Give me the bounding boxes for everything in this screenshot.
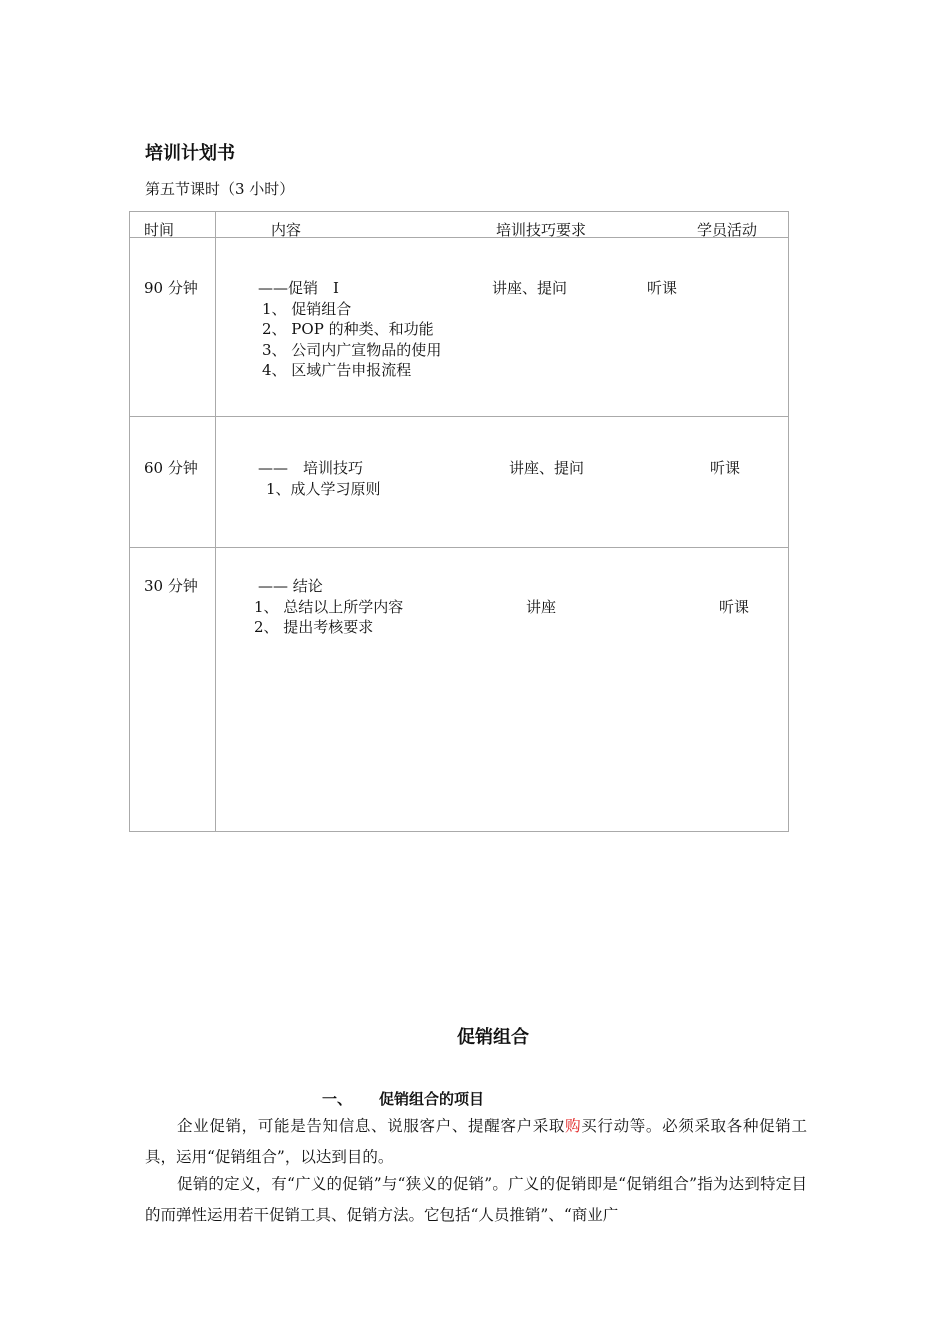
highlighted-text: 购 <box>565 1117 582 1135</box>
section-heading: 促销组合 <box>457 1027 529 1048</box>
header-time: 时间 <box>144 221 175 239</box>
row-item: 1、 总结以上所学内容 <box>254 598 404 616</box>
row-heading: —— 结论 <box>258 577 323 595</box>
table-header-divider <box>129 237 789 238</box>
row-skill: 讲座、提问 <box>492 279 568 297</box>
row-time: 90 分钟 <box>144 279 198 297</box>
row-item: 2、 POP 的种类、和功能 <box>262 320 434 338</box>
row-skill: 讲座 <box>526 598 557 616</box>
subheading-text: 促销组合的项目 <box>379 1090 485 1108</box>
paragraph-text: 买行动等。必须采取各种促销工具，运用“促销组合”，以达到目的。 <box>145 1117 807 1166</box>
header-skill: 培训技巧要求 <box>496 221 587 239</box>
row-activity: 听课 <box>647 279 678 297</box>
row-item: 1、成人学习原则 <box>266 480 381 498</box>
row-activity: 听课 <box>710 459 741 477</box>
table-column-divider <box>215 211 216 832</box>
paragraph-text: 企业促销，可能是告知信息、说服客户、提醒客户采取 <box>177 1117 566 1135</box>
header-content: 内容 <box>271 221 302 239</box>
row-item: 2、 提出考核要求 <box>254 618 374 636</box>
row-heading: —— 培训技巧 <box>258 459 364 477</box>
row-time: 60 分钟 <box>144 459 198 477</box>
schedule-table <box>129 211 789 832</box>
row-item: 3、 公司内广宣物品的使用 <box>262 341 442 359</box>
header-activity: 学员活动 <box>697 221 758 239</box>
table-row-divider <box>129 547 789 548</box>
row-item: 1、 促销组合 <box>262 300 352 318</box>
session-subtitle: 第五节课时（3 小时） <box>145 180 295 198</box>
page-title: 培训计划书 <box>145 143 235 164</box>
row-activity: 听课 <box>719 598 750 616</box>
paragraph <box>145 1111 807 1173</box>
row-time: 30 分钟 <box>144 577 198 595</box>
row-heading: ——促销 Ⅰ <box>258 279 339 297</box>
paragraph: 促销的定义，有“广义的促销”与“狭义的促销”。广义的促销即是“促销组合”指为达到特定目的而弹性运用若干促销工具、促销方法。它包括“人员推销”、“商业广 <box>145 1175 807 1224</box>
row-item: 4、 区域广告申报流程 <box>262 361 412 379</box>
row-skill: 讲座、提问 <box>509 459 585 477</box>
table-row-divider <box>129 416 789 417</box>
subheading-number: 一、 <box>322 1090 353 1108</box>
